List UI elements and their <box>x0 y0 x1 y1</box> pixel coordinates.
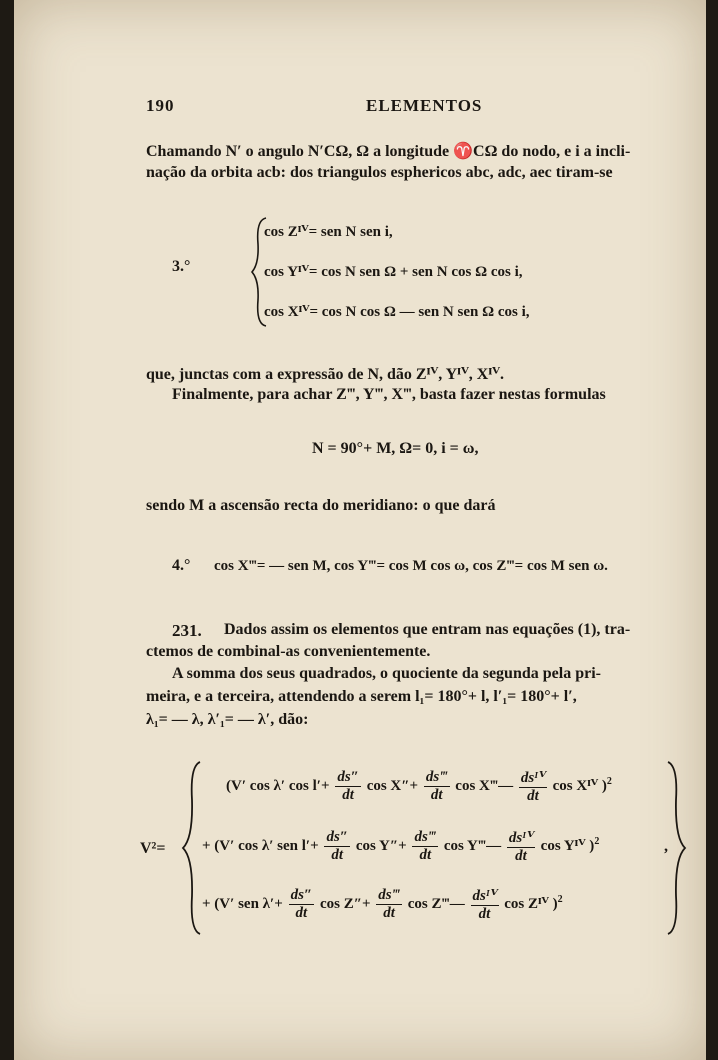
fraction: $\frac{\text{dsᴵⱽ}}{dt}$ <box>520 770 545 804</box>
section-number: 231. <box>172 621 202 640</box>
fraction: $\frac{\text{dsᴵⱽ}}{dt}$ <box>508 830 533 864</box>
formula-row-1: (V′ cos λ′ cos l′+ $\frac{ds''}{dt}$ cos X″+ $\frac{ds‴}{dt}$ cos X‴— $\frac{\text{dsᴵⱽ}}{dt}$ cos Xᴵⱽ )$^2$ <box>226 769 612 804</box>
fraction: $\frac{ds''}{dt}$ <box>290 887 313 921</box>
fraction: $\frac{ds‴}{dt}$ <box>425 769 448 803</box>
after-3-line-2: Finalmente, para achar Z‴, Y‴, X‴, basta fazer nestas formulas <box>172 386 606 403</box>
formula-left-brace <box>180 760 204 936</box>
section-line-3: A somma dos seus quadrados, o quociente da segunda pela pri- <box>172 665 601 682</box>
fraction: $\frac{\text{dsᴵⱽ}}{dt}$ <box>472 888 497 922</box>
book-page <box>14 0 706 1060</box>
system-3-eq-1: cos Zᴵⱽ= sen N sen i, <box>264 224 393 240</box>
fraction: $\frac{ds‴}{dt}$ <box>414 829 437 863</box>
after-3-line-1: que, junctas com a expressão de N, dão Zᴵⱽ, Yᴵⱽ, Xᴵⱽ. <box>146 366 504 383</box>
fraction: $\frac{ds‴}{dt}$ <box>378 887 400 921</box>
formula-row-3: + (V′ sen λ′+ $\frac{ds''}{dt}$ cos Z″+ $\frac{ds‴}{dt}$ cos Z‴— $\frac{\text{dsᴵⱽ}}{dt}$ cos Zᴵⱽ )$^2$ <box>202 887 563 922</box>
system-4-label: 4.° <box>172 557 191 574</box>
page-number: 190 <box>146 96 175 115</box>
section-line-2: ctemos de combinal-as convenientemente. <box>146 643 431 660</box>
formula-row-2: + (V′ cos λ′ sen l′+ $\frac{ds''}{dt}$ cos Y″+ $\frac{ds‴}{dt}$ cos Y‴— $\frac{\text{dsᴵⱽ}}{dt}$ cos Yᴵⱽ )$^2$ <box>202 829 600 864</box>
intro-line-1: Chamando N′ o angulo N′CΩ, Ω a longitude ♈CΩ do nodo, e i a incli- <box>146 143 631 160</box>
system-4-eq: cos X‴= — sen M, cos Y‴= cos M cos ω, cos Z‴= cos M sen ω. <box>214 558 608 574</box>
fraction: $\frac{ds''}{dt}$ <box>326 829 349 863</box>
section-line-4: meira, e a terceira, attendendo a serem l₁= 180°+ l, l′₁= 180°+ l′, <box>146 688 577 705</box>
formula-trailing-comma: , <box>664 838 668 855</box>
substitution-equation: N = 90°+ M, Ω= 0, i = ω, <box>312 440 479 457</box>
running-title: ELEMENTOS <box>366 96 483 115</box>
intro-line-2: nação da orbita acb: dos triangulos esphericos abc, adc, aec tiram-se <box>146 164 613 181</box>
fraction: $\frac{ds''}{dt}$ <box>337 769 359 803</box>
section-line-1: Dados assim os elementos que entram nas equações (1), tra- <box>224 621 631 638</box>
formula-lhs: V²= <box>140 840 166 857</box>
system-3-eq-3: cos Xᴵⱽ= cos N cos Ω — sen N sen Ω cos i, <box>264 304 530 320</box>
system-3-label: 3.° <box>172 258 191 275</box>
meridian-line: sendo M a ascensão recta do meridiano: o que dará <box>146 497 496 514</box>
system-3-eq-2: cos Yᴵⱽ= cos N sen Ω + sen N cos Ω cos i, <box>264 264 523 280</box>
section-line-5: λ₁= — λ, λ′₁= — λ′, dão: <box>146 711 309 728</box>
